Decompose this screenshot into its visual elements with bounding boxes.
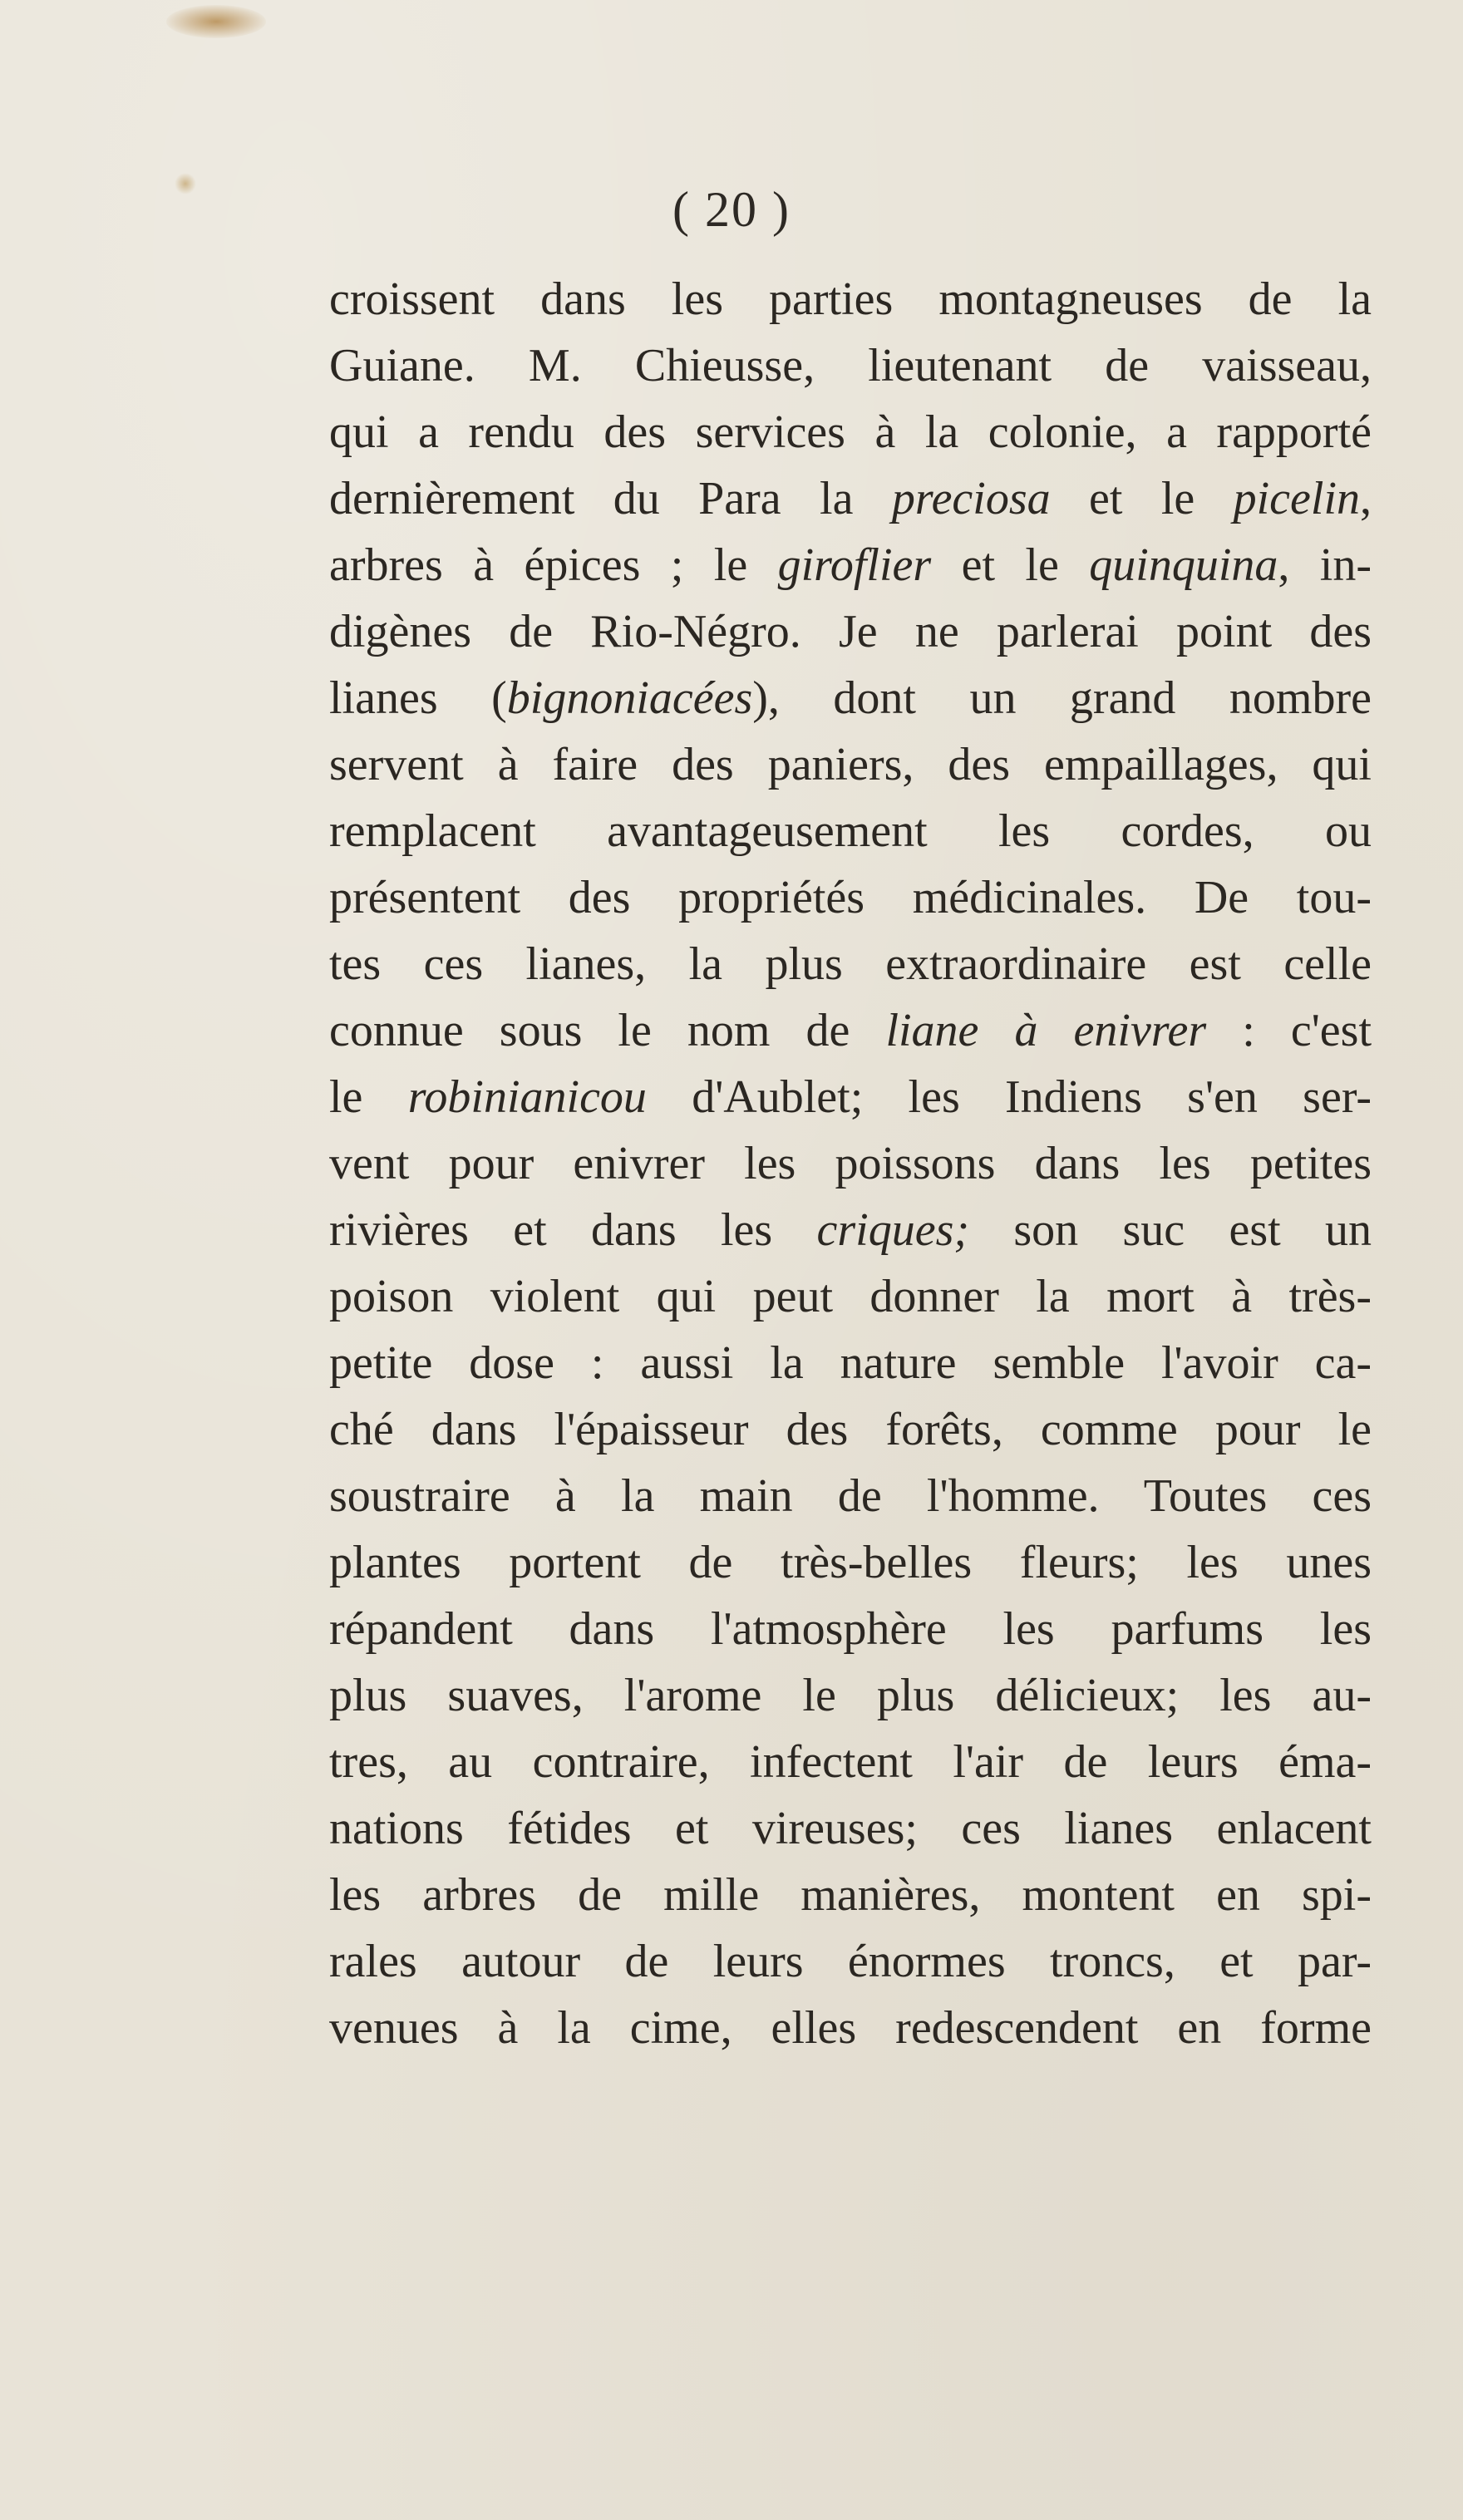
text-line	[329, 1463, 1372, 1529]
text-line	[329, 665, 1372, 731]
text-segment: qui a rendu des services à la colonie, a rapporté	[329, 406, 1372, 458]
text-line	[329, 1130, 1372, 1197]
text-segment: connue sous le nom de	[329, 1005, 886, 1056]
body-text	[329, 266, 1372, 2061]
text-line	[329, 1064, 1372, 1130]
italic-term: robinianicou	[407, 1071, 647, 1123]
text-line	[329, 532, 1372, 598]
text-segment: rivières et dans les	[329, 1204, 817, 1256]
text-line	[329, 465, 1372, 532]
italic-term: giroflier	[777, 539, 932, 591]
text-line	[329, 798, 1372, 864]
text-segment: présentent des propriétés médicinales. De tou-	[329, 872, 1372, 923]
text-line	[329, 1330, 1372, 1396]
text-segment: poison violent qui peut donner la mort à très-	[329, 1271, 1372, 1322]
text-segment: dernièrement du Para la	[329, 473, 892, 524]
text-segment: digènes de Rio-Négro. Je ne parlerai point des	[329, 606, 1372, 657]
text-segment: venues à la cime, elles redescendent en forme	[329, 2002, 1372, 2054]
text-segment: tres, au contraire, infectent l'air de leurs éma-	[329, 1736, 1372, 1788]
text-line	[329, 1396, 1372, 1463]
text-segment: nations fétides et vireuses; ces lianes enlacent	[329, 1803, 1372, 1854]
text-segment: Guiane. M. Chieusse, lieutenant de vaisseau,	[329, 340, 1372, 391]
text-line	[329, 1197, 1372, 1263]
text-segment: , in-	[1278, 539, 1372, 591]
text-line	[329, 1995, 1372, 2061]
text-segment: d'Aublet; les Indiens s'en ser-	[646, 1071, 1372, 1123]
text-line	[329, 1729, 1372, 1795]
text-segment: répandent dans l'atmosphère les parfums les	[329, 1603, 1372, 1655]
text-line	[329, 997, 1372, 1064]
text-segment: croissent dans les parties montagneuses de la	[329, 273, 1372, 325]
text-segment: : c'est	[1206, 1005, 1372, 1056]
italic-term: criques;	[816, 1204, 970, 1256]
text-segment: petite dose : aussi la nature semble l'avoir ca-	[329, 1337, 1372, 1389]
text-segment: remplacent avantageusement les cordes, ou	[329, 805, 1372, 857]
foxing-stain	[166, 5, 266, 38]
text-line	[329, 931, 1372, 997]
text-segment: le	[329, 1071, 408, 1123]
text-line	[329, 598, 1372, 665]
italic-term: liane à enivrer	[885, 1005, 1207, 1056]
italic-term: picelin	[1233, 473, 1361, 524]
text-line	[329, 1596, 1372, 1662]
text-segment: et le	[931, 539, 1090, 591]
text-segment: plantes portent de très-belles fleurs; les unes	[329, 1537, 1372, 1588]
text-line	[329, 1529, 1372, 1596]
text-line	[329, 1862, 1372, 1928]
text-segment: servent à faire des paniers, des empaillages, qui	[329, 739, 1372, 790]
text-segment: vent pour enivrer les poissons dans les petites	[329, 1138, 1372, 1189]
text-line	[329, 864, 1372, 931]
text-line	[329, 266, 1372, 332]
text-segment: plus suaves, l'arome le plus délicieux; les au-	[329, 1670, 1372, 1721]
text-line	[329, 1795, 1372, 1862]
text-segment: et le	[1050, 473, 1234, 524]
italic-term: bignoniacées	[506, 672, 753, 724]
text-line	[329, 332, 1372, 399]
text-segment: son suc est un	[969, 1204, 1372, 1256]
text-segment: lianes (	[329, 672, 507, 724]
text-segment: tes ces lianes, la plus extraordinaire est celle	[329, 938, 1372, 990]
text-segment: ), dont un grand nombre	[752, 672, 1372, 724]
text-segment: les arbres de mille manières, montent en spi-	[329, 1869, 1372, 1921]
text-segment: ,	[1360, 473, 1372, 524]
italic-term: quinquina	[1089, 539, 1278, 591]
text-segment: arbres à épices ; le	[329, 539, 778, 591]
text-line	[329, 1263, 1372, 1330]
italic-term: preciosa	[891, 473, 1051, 524]
text-line	[329, 1662, 1372, 1729]
text-segment: rales autour de leurs énormes troncs, et par-	[329, 1936, 1372, 1987]
page-number: ( 20 )	[672, 182, 791, 237]
text-line	[329, 731, 1372, 798]
text-segment: soustraire à la main de l'homme. Toutes ces	[329, 1470, 1372, 1522]
text-line	[329, 1928, 1372, 1995]
text-segment: ché dans l'épaisseur des forêts, comme pour le	[329, 1404, 1372, 1455]
text-line	[329, 399, 1372, 465]
